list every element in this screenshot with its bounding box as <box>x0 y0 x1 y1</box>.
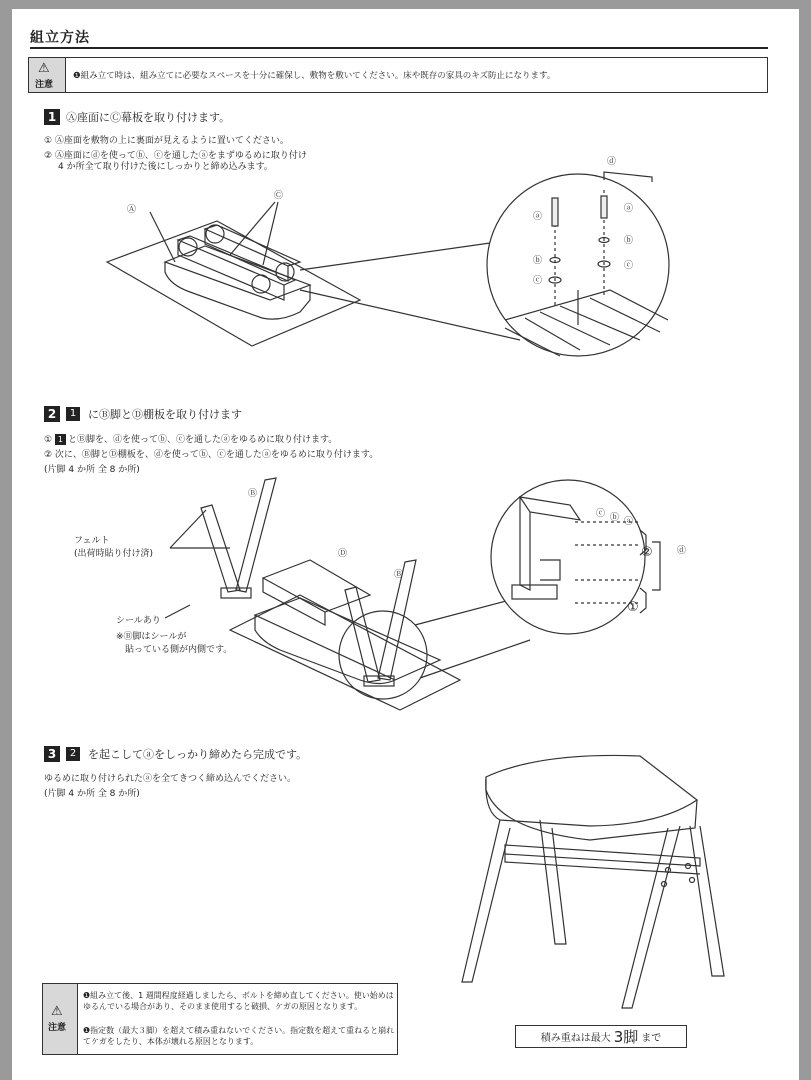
label-detail-c: ⓒ <box>596 509 606 519</box>
label-part-a: Ⓐ <box>127 205 137 215</box>
label-felt: フェルト <box>74 536 110 546</box>
caution-label: 注意 <box>35 80 54 90</box>
label-washer-c-left: ⓒ <box>533 276 543 286</box>
bottom-caution-note-2: ❶指定数（最大３脚）を超えて積み重ねないでください。指定数を超えて重ねると崩れてケガをしたり、本体が壊れる原因となります。 <box>83 1026 395 1046</box>
step1-heading-text: Ⓐ座面にⒸ幕板を取り付けます。 <box>66 111 231 124</box>
label-seal: シールあり <box>116 616 161 626</box>
label-seal-note-2: 貼っている側が内側です。 <box>125 645 233 655</box>
stack-limit-post: まで <box>641 1033 662 1044</box>
label-bolt-a-right: ⓐ <box>624 204 634 214</box>
step1-detail-circle <box>487 172 669 356</box>
step1-number: 1 <box>44 109 60 125</box>
step3-heading-text: を起こしてⓐをしっかり締めたら完成です。 <box>88 748 308 761</box>
step3-stool-illustration <box>462 755 724 1008</box>
step2-line-2: ② 次に、Ⓑ脚とⒹ棚板を、ⓓを使ってⓑ、ⓒを通したⓐをゆるめに取り付けます。 <box>44 450 379 460</box>
step2-ref: 1 <box>66 407 80 421</box>
step2-frame-illustration <box>165 478 530 710</box>
label-bolt-a-left: ⓐ <box>533 212 543 222</box>
label-detail-wrench: ⓓ <box>677 546 687 556</box>
bottom-caution-note-1: ❶組み立て後、1 週間程度経過しましたら、ボルトを締め直してください。使い始めはゆるんでいる場合があり、そのまま使用すると破損、ケガの原因となります。 <box>83 991 394 1011</box>
step1-seat-illustration <box>107 202 520 346</box>
step1-line-2: ② Ⓐ座面にⓓを使ってⓑ、ⓒを通したⓐをまずゆるめに取り付け <box>44 151 307 161</box>
label-shelf-d: Ⓓ <box>338 549 348 559</box>
label-group-two: ② <box>641 545 653 560</box>
bottom-caution-tag <box>43 984 78 1054</box>
label-washer-b-left: ⓑ <box>533 256 543 266</box>
step3-line-2: (片脚 4 か所 全 8 か所) <box>44 789 140 799</box>
stack-limit-note <box>515 1025 687 1048</box>
label-seal-note-1: ※Ⓑ脚はシールが <box>116 632 187 642</box>
stack-limit-big: 3脚 <box>613 1028 639 1046</box>
warning-icon: ⚠ <box>51 1004 63 1019</box>
label-part-c: Ⓒ <box>274 191 284 201</box>
label-group-one: ① <box>627 600 639 615</box>
label-wrench-d: ⓓ <box>607 157 617 167</box>
step2-number: 2 <box>44 406 60 422</box>
bottom-caution-label: 注意 <box>48 1023 67 1033</box>
step3-number: 3 <box>44 746 60 762</box>
step2-line-3: (片脚 4 か所 全 8 か所) <box>44 465 140 475</box>
step2-line-1-ref: 1 <box>55 434 66 445</box>
warning-icon: ⚠ <box>38 61 50 76</box>
label-detail-b: ⓑ <box>610 513 620 523</box>
step1-line-1: ① Ⓐ座面を敷物の上に裏面が見えるように置いてください。 <box>44 136 289 146</box>
stack-limit-pre: 積み重ねは最大 <box>540 1033 611 1044</box>
bottom-caution-box <box>42 983 398 1055</box>
label-detail-a: ⓐ <box>624 517 634 527</box>
step3-ref: 2 <box>66 747 80 761</box>
page-title: 組立方法 <box>30 30 90 46</box>
step2-line-1-prefix: ① <box>44 435 53 445</box>
label-washer-c-right: ⓒ <box>624 261 634 271</box>
step2-line-1-text: とⒷ脚を、ⓓを使ってⓑ、ⓒを通したⓐをゆるめに取り付けます。 <box>67 435 338 445</box>
label-washer-b-right: ⓑ <box>624 236 634 246</box>
label-felt-sub: (出荷時貼り付け済) <box>74 549 154 559</box>
label-leg-b-1: Ⓑ <box>248 489 258 499</box>
step3-line-1: ゆるめに取り付けられたⓐを全てきつく締め込んでください。 <box>44 774 297 784</box>
caution-text: ❶組み立て時は、組み立てに必要なスペースを十分に確保し、敷物を敷いてください。床や既存の家具のキズ防止になります。 <box>73 71 556 81</box>
label-leg-b-2: Ⓑ <box>394 570 404 580</box>
step2-heading-text: にⒷ脚とⒹ棚板を取り付けます <box>88 408 242 421</box>
step1-line-3: 4 か所全て取り付けた後にしっかりと締め込みます。 <box>58 162 273 172</box>
